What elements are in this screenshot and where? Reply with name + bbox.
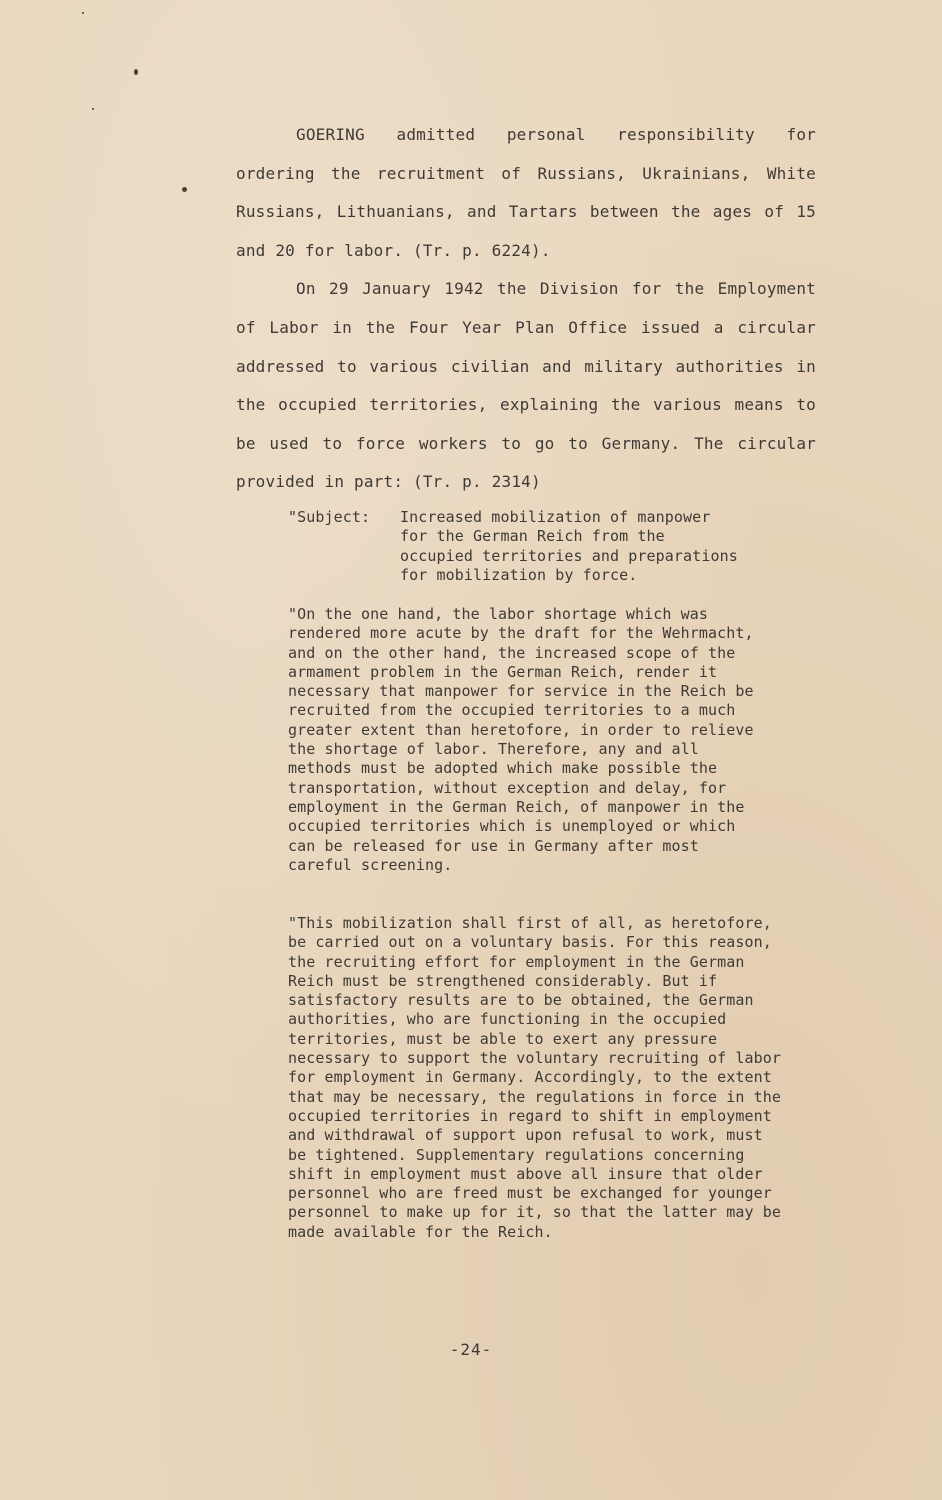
quote-subject <box>288 508 788 585</box>
main-text <box>236 116 816 502</box>
subject-text: Increased mobilization of manpower for the German Reich from the occupied territories and preparations for mobilization by force. <box>400 508 738 584</box>
page-number: -24- <box>449 1340 493 1359</box>
goering-paragraph: GOERING admitted personal responsibility for ordering the recruitment of Russians, Ukrainians, White Russians, Lithuanians, and Tartars between the ages of 15 and 20 for labor. (Tr. p. 6224). <box>236 125 816 260</box>
paper-speck <box>82 12 84 14</box>
paper-speck <box>134 69 138 75</box>
quote-paragraph-mobilization: "This mobilization shall first of all, as heretofore, be carried out on a voluntary basis. For this reason, the recruiting effort for employment in the German Reich must be strengthened considerably. But if satisfactory results are to be obtained, the German authorities, who are functioning in the occupied territories, must be able to exert any pressure necessary to support the voluntary recruiting of labor for employment in Germany. Accordingly, to the extent that may be necessary, the regulations in force in the occupied territories in regard to shift in employment and withdrawal of support upon refusal to work, must be tightened. Supplementary regulations concerning shift in employment must above all insure that older personnel who are freed must be exchanged for younger personnel to make up for it, so that the latter may be made available for the Reich. <box>288 914 782 1241</box>
quote-paragraph-labor-shortage: "On the one hand, the labor shortage which was rendered more acute by the draft for the Wehrmacht, and on the other hand, the increased scope of the armament problem in the German Reich, render it necessary that manpower for service in the Reich be recruited from the occupied territories to a much greater extent than heretofore, in order to relieve the shortage of labor. Therefore, any and all methods must be adopted which make possible the transportation, without exception and delay, for employment in the German Reich, of manpower in the occupied territories which is unemployed or which can be released for use in Germany after most careful screening. <box>288 605 754 874</box>
subject-label: "Subject: <box>288 508 371 526</box>
paper-speck <box>182 187 187 192</box>
paper-speck <box>92 108 94 110</box>
circular-paragraph: On 29 January 1942 the Division for the Employment of Labor in the Four Year Plan Office issued a circular addressed to various civilian and military authorities in the occupied territories, explaining the various means to be used to force workers to go to Germany. The circular provided in part: (Tr. p. 2314) <box>236 279 816 492</box>
